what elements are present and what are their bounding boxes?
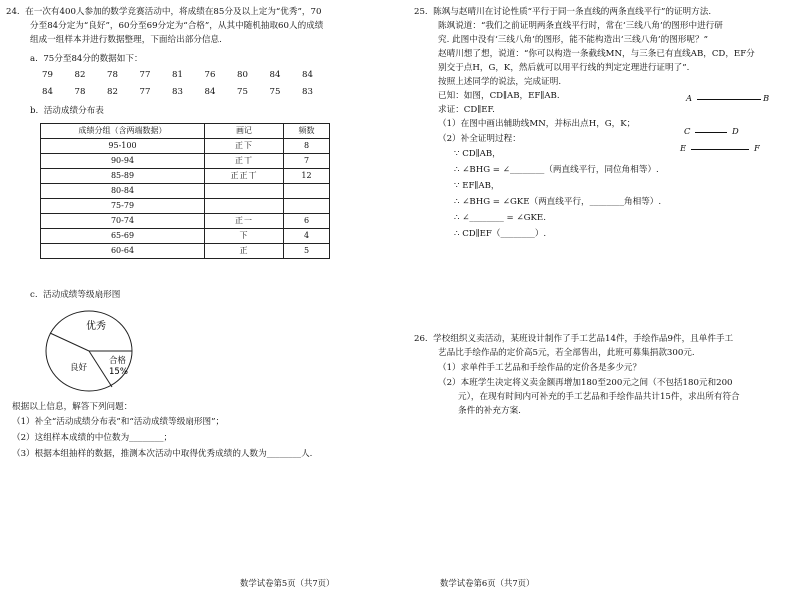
q26-line-4: （2）本班学生决定将义卖金额再增加180至200元之间（不包括180元和200 [438,378,733,388]
tally-cell: 正正丅 [205,169,284,184]
range-cell: 85-89 [41,169,205,184]
q24-data-row-2 [42,86,335,98]
data-value: 84 [269,70,281,80]
pie-divider [50,333,89,351]
q24-question-3: （3）根据本组抽样的数据，推测本次活动中取得优秀成绩的人数为________人. [12,449,313,459]
data-value: 78 [107,70,118,80]
tally-cell: 下 [205,229,284,244]
point-label-b: B [763,93,770,103]
data-value: 84 [204,87,216,97]
q26-line-6: 条件的补充方案. [458,406,521,416]
data-value: 81 [172,70,183,80]
q25-line-1: 25. 陈飒与赵晴川在讨论性质“平行于同一条直线的两条直线平行”的证明方法. [414,7,712,17]
proof-step-3: ∵ EF∥AB， [454,181,500,191]
point-label-d: D [732,126,739,136]
table-header-cell: 频数 [284,124,330,139]
count-cell [284,184,330,199]
pie-label-pass: 合格 [109,356,127,366]
count-cell [284,199,330,214]
point-label-a: A [686,93,693,103]
count-cell: 4 [284,229,330,244]
q24-part-b-title: b. 活动成绩分布表 [30,106,104,116]
tally-cell: 正丅 [205,154,284,169]
q24-intro-line-2: 分至84分定为“良好”，60分至69分定为“合格”，从其中随机抽取60人的成绩 [30,21,324,31]
count-cell: 6 [284,214,330,229]
data-value: 83 [302,87,313,97]
q24-part-a-title: a. 75分至84分的数据如下： [30,54,143,64]
data-value: 76 [204,70,216,80]
q25-line-6: 按照上述同学的说法，完成证明. [438,77,562,87]
q25-given: 已知：如图，CD∥AB，EF∥AB. [438,91,560,101]
line-ef [691,149,749,150]
pie-label-excellent: 优秀 [86,321,106,332]
tally-cell: 正一 [205,214,284,229]
proof-step-6: ∴ CD∥EF（________）. [454,229,547,239]
range-cell: 60-64 [41,244,205,259]
q25-line-2: 陈飒说道：“我们之前证明两条直线平行时，常在‘三线八角’的图形中进行研 [438,21,723,31]
data-value: 78 [74,87,86,97]
table-header-cell: 画记 [205,124,284,139]
q24-data-row-1 [42,69,335,81]
q24-intro-line-3: 组成一组样本并进行数据整理，下面给出部分信息. [30,35,222,45]
q24-part-c-title: c. 活动成绩等级扇形图 [30,290,121,300]
count-cell: 8 [284,139,330,154]
line-cd [695,132,727,133]
point-label-c: C [684,126,691,136]
footer-page-6: 数学试卷第6页（共7页） [440,578,535,588]
q26-line-2: 艺品比手绘作品的定价高5元，若全部售出，此班可募集捐款300元. [438,348,695,358]
point-label-f: F [754,143,760,153]
data-value: 79 [42,70,53,80]
data-value: 75 [237,87,248,97]
q24-question-intro: 根据以上信息，解答下列问题： [12,402,133,412]
table-row [41,214,330,229]
range-cell: 90-94 [41,154,205,169]
point-label-e: E [680,143,687,153]
range-cell: 75-79 [41,199,205,214]
table-row [41,199,330,214]
score-distribution-table [40,123,330,259]
proof-step-1: ∵ CD∥AB， [454,149,501,159]
tally-cell [205,199,284,214]
data-value: 84 [302,70,313,80]
data-value: 82 [74,70,86,80]
count-cell: 5 [284,244,330,259]
q24-question-2: （2）这组样本成绩的中位数为________； [12,433,173,443]
line-ab [697,99,761,100]
data-value: 83 [172,87,183,97]
data-value: 77 [139,87,151,97]
table-row [41,154,330,169]
pie-label-pass-percent: 15% [109,367,128,377]
table-row [41,229,330,244]
range-cell: 70-74 [41,214,205,229]
tally-cell: 正 [205,244,284,259]
count-cell: 12 [284,169,330,184]
tally-cell: 正下 [205,139,284,154]
data-value: 82 [107,87,118,97]
table-row [41,244,330,259]
grade-pie-chart [42,306,142,396]
q25-line-4: 赵晴川想了想，说道：“你可以构造一条截线MN，与三条已有直线AB，CD，EF分 [438,49,755,59]
range-cell: 95-100 [41,139,205,154]
q25-line-3: 究. 此图中没有‘三线八角’的图形，能不能构造出‘三线八角’的图形呢？” [438,35,709,45]
q25-task-2: （2）补全证明过程： [438,134,521,144]
range-cell: 80-84 [41,184,205,199]
proof-step-5: ∴ ∠________ = ∠GKE. [454,213,546,223]
table-header-cell: 成绩分组（含两端数据） [41,124,205,139]
tally-cell [205,184,284,199]
q26-line-5: 元），在现有时间内可补充的手工艺品和手绘作品共计15件，求出所有符合 [458,392,740,402]
data-value: 80 [237,70,248,80]
q26-line-3: （1）求单件手工艺品和手绘作品的定价各是多少元？ [438,363,642,373]
footer-page-5: 数学试卷第5页（共7页） [240,578,335,588]
table-row [41,184,330,199]
table-row [41,139,330,154]
q24-intro-line-1: 24. 在一次有400人参加的数学竞赛活动中，将成绩在85分及以上定为“优秀”，70 [6,7,322,17]
q26-line-1: 26. 学校组织义卖活动，某班设计制作了手工艺品14件，手绘作品9件，且单件手工 [414,334,734,344]
table-header-row [41,124,330,139]
range-cell: 65-69 [41,229,205,244]
data-value: 84 [42,87,53,97]
q25-line-5: 别交于点H，G，K，然后就可以用平行线的判定定理进行证明了”. [438,63,690,73]
q24-question-1: （1）补全“活动成绩分布表”和“活动成绩等级扇形图”； [12,417,225,427]
pie-label-good: 良好 [70,363,88,373]
q25-task-1: （1）在图中画出辅助线MN，并标出点H，G，K； [438,119,636,129]
table-row [41,169,330,184]
proof-step-2: ∴ ∠BHG = ∠________（两直线平行，同位角相等）. [454,165,659,175]
proof-step-4: ∴ ∠BHG = ∠GKE（两直线平行，________角相等）. [454,197,662,207]
data-value: 77 [139,70,151,80]
q25-prove: 求证：CD∥EF. [438,105,495,115]
count-cell: 7 [284,154,330,169]
data-value: 75 [269,87,281,97]
